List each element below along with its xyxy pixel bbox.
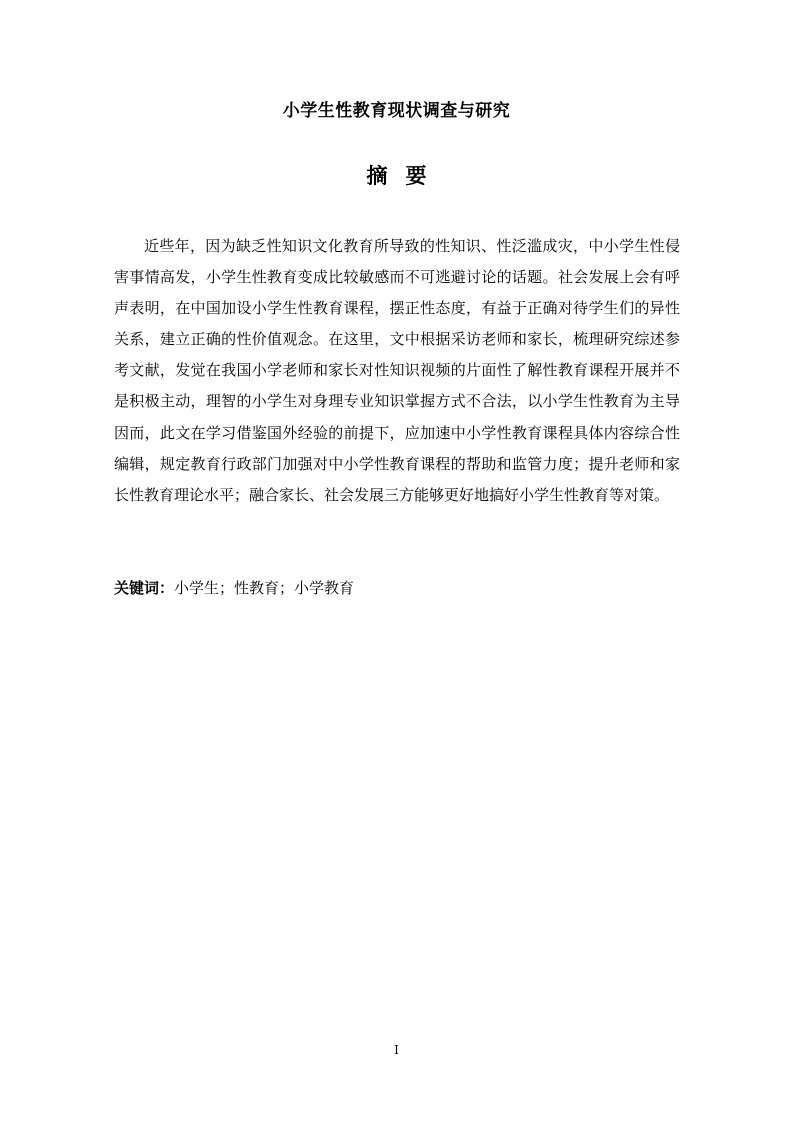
document-title: 小学生性教育现状调查与研究 [282,101,511,121]
keywords-value: 小学生；性教育；小学教育 [174,579,355,597]
keywords-line [114,574,680,602]
abstract-paragraph: 近些年，因为缺乏性知识文化教育所导致的性知识、性泛滥成灾，中小学生性侵害事情高发，小学生性教育变成比较敏感而不可逃避讨论的话题。社会发展上会有呼声表明，在中国加设小学生性教育课程，摆正性态度，有益于正确对待学生们的异性关系，建立正确的性价值观念。在这里，文中根据采访老师和家长，梳理研究综述参考文献，发觉在我国小学老师和家长对性知识视频的片面性了解性教育课程开展并不是积极主动，理智的小学生对身理专业知识掌握方式不合法，以小学生性教育为主导因而，此文在学习借鉴国外经验的前提下，应加速中小学性教育课程具体内容综合性编辑，规定教育行政部门加强对中小学性教育课程的帮助和监管力度；提升老师和家长性教育理论水平；融合家长、社会发展三方能够更好地搞好小学生性教育等对策。 [114,237,680,504]
keywords-label: 关键词： [114,579,175,597]
abstract-heading: 摘要 [366,164,445,188]
page-number: I [394,1043,399,1057]
